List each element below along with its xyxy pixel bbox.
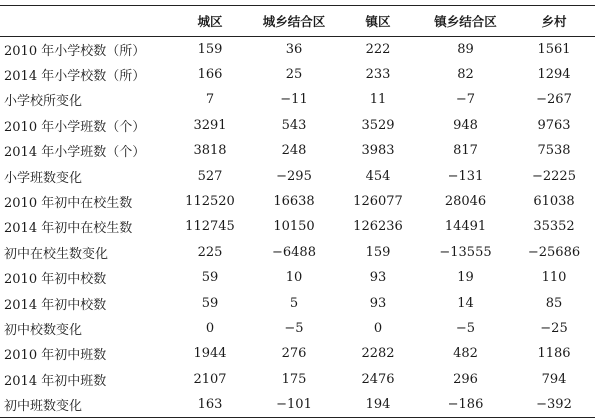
cell-town: 222 xyxy=(365,41,391,57)
cell-town: 126077 xyxy=(353,194,403,210)
table-row xyxy=(0,113,595,138)
cell-rural: −267 xyxy=(536,92,572,108)
cell-urban: 3818 xyxy=(193,143,227,159)
cell-urban: 159 xyxy=(197,41,223,57)
cell-town-rural-fringe: −131 xyxy=(447,168,484,184)
cell-urban-rural-fringe: 36 xyxy=(285,41,303,57)
cell-town-rural-fringe: 28046 xyxy=(444,194,487,210)
cell-urban-rural-fringe: 10 xyxy=(285,270,303,286)
cell-rural: 61038 xyxy=(533,194,575,210)
cell-town-rural-fringe: 948 xyxy=(453,117,478,133)
cell-urban-rural-fringe: −6488 xyxy=(272,244,316,260)
statistics-table xyxy=(0,5,595,418)
row-label: 小学校所变化 xyxy=(4,94,83,110)
cell-town: 3529 xyxy=(361,117,395,133)
cell-town: 11 xyxy=(369,92,387,108)
cell-town-rural-fringe: 19 xyxy=(457,270,474,286)
header-row xyxy=(0,6,595,37)
cell-urban: 1944 xyxy=(193,346,227,362)
cell-rural: 110 xyxy=(541,270,567,286)
cell-town: 3983 xyxy=(361,143,395,159)
table-row xyxy=(0,290,595,315)
cell-town-rural-fringe: 82 xyxy=(457,67,474,83)
table-row xyxy=(0,138,595,163)
table-row xyxy=(0,265,595,290)
table-row xyxy=(0,341,595,366)
row-label: 2014 年小学班数（个） xyxy=(4,145,146,161)
cell-town-rural-fringe: 89 xyxy=(457,41,474,57)
cell-town: 2282 xyxy=(361,346,395,362)
cell-town: 0 xyxy=(373,320,383,336)
cell-town: 454 xyxy=(365,168,391,184)
cell-town-rural-fringe: 296 xyxy=(453,371,478,387)
cell-urban-rural-fringe: −11 xyxy=(280,92,308,108)
cell-urban: 166 xyxy=(197,67,223,83)
cell-town: 93 xyxy=(369,295,387,311)
cell-town-rural-fringe: 14 xyxy=(457,295,474,311)
row-label: 2014 年小学校数（所） xyxy=(4,69,146,85)
cell-urban: 3291 xyxy=(193,117,227,133)
row-label: 2010 年小学校数（所） xyxy=(4,43,146,59)
cell-urban: 2107 xyxy=(193,371,227,387)
header-cell-town-rural-fringe: 镇乡结合区 xyxy=(418,6,513,37)
header-cell-town: 镇区 xyxy=(338,6,418,37)
header-cell-urban: 城区 xyxy=(170,6,250,37)
cell-rural: 9763 xyxy=(537,117,571,133)
cell-town: 126236 xyxy=(353,219,403,235)
table-row xyxy=(0,367,595,392)
cell-town: 93 xyxy=(369,270,387,286)
cell-town-rural-fringe: −13555 xyxy=(439,244,492,260)
cell-rural: −392 xyxy=(513,392,595,417)
cell-urban: 112745 xyxy=(185,219,235,235)
table-row xyxy=(0,316,595,341)
cell-urban-rural-fringe: −101 xyxy=(250,392,338,417)
row-label: 2014 年初中在校生数 xyxy=(4,221,133,237)
table-row xyxy=(0,189,595,214)
cell-town: 233 xyxy=(365,67,391,83)
cell-town-rural-fringe: 14491 xyxy=(444,219,487,235)
cell-urban: 225 xyxy=(197,244,223,260)
table-body xyxy=(0,37,595,418)
cell-urban-rural-fringe: 248 xyxy=(281,143,307,159)
table-row xyxy=(0,214,595,239)
cell-rural: 1561 xyxy=(537,41,571,57)
cell-town: 194 xyxy=(338,392,418,417)
cell-urban-rural-fringe: 276 xyxy=(281,346,307,362)
cell-urban-rural-fringe: 25 xyxy=(285,67,303,83)
cell-rural: 1186 xyxy=(537,346,571,362)
cell-town-rural-fringe: −5 xyxy=(455,320,476,336)
cell-urban-rural-fringe: 16638 xyxy=(273,194,315,210)
cell-town: 159 xyxy=(365,244,391,260)
row-label: 2010 年初中在校生数 xyxy=(4,196,133,212)
cell-urban-rural-fringe: −295 xyxy=(276,168,312,184)
cell-urban-rural-fringe: −5 xyxy=(284,320,304,336)
table-row xyxy=(0,392,595,417)
row-label: 2014 年初中班数 xyxy=(4,373,107,389)
cell-rural: −25 xyxy=(540,320,568,336)
cell-rural: 35352 xyxy=(533,219,575,235)
cell-urban: 59 xyxy=(201,270,219,286)
row-label: 小学班数变化 xyxy=(4,170,83,186)
table-row xyxy=(0,163,595,188)
cell-urban: 112520 xyxy=(185,194,235,210)
cell-urban-rural-fringe: 10150 xyxy=(273,219,315,235)
header-cell-rural: 乡村 xyxy=(513,6,595,37)
cell-urban-rural-fringe: 543 xyxy=(281,117,307,133)
cell-town-rural-fringe: −186 xyxy=(418,392,513,417)
row-label: 初中在校生数变化 xyxy=(4,246,109,262)
row-label: 初中校数变化 xyxy=(4,322,83,338)
row-label: 2010 年初中校数 xyxy=(4,272,107,288)
cell-town-rural-fringe: −7 xyxy=(455,92,476,108)
cell-urban: 59 xyxy=(201,295,219,311)
row-label: 2010 年初中班数 xyxy=(4,348,107,364)
table-header xyxy=(0,6,595,37)
cell-rural: 7538 xyxy=(537,143,571,159)
cell-town-rural-fringe: 482 xyxy=(453,346,478,362)
cell-rural: −2225 xyxy=(532,168,576,184)
row-label: 初中班数变化 xyxy=(0,392,170,417)
header-cell-row-label xyxy=(0,6,170,37)
table-row xyxy=(0,87,595,112)
cell-urban-rural-fringe: 175 xyxy=(281,371,307,387)
cell-town-rural-fringe: 817 xyxy=(453,143,478,159)
header-cell-urban-rural-fringe: 城乡结合区 xyxy=(250,6,338,37)
table-row xyxy=(0,37,595,62)
row-label: 2014 年初中校数 xyxy=(4,297,107,313)
cell-urban: 7 xyxy=(205,92,215,108)
cell-rural: 794 xyxy=(541,371,567,387)
cell-rural: −25686 xyxy=(527,244,581,260)
cell-rural: 1294 xyxy=(537,67,571,83)
cell-rural: 85 xyxy=(545,295,563,311)
cell-urban: 163 xyxy=(170,392,250,417)
row-label: 2010 年小学班数（个） xyxy=(4,119,146,135)
cell-town: 2476 xyxy=(361,371,395,387)
table-row xyxy=(0,240,595,265)
cell-urban: 527 xyxy=(197,168,223,184)
cell-urban-rural-fringe: 5 xyxy=(289,295,299,311)
cell-urban: 0 xyxy=(205,320,215,336)
table-row xyxy=(0,62,595,87)
